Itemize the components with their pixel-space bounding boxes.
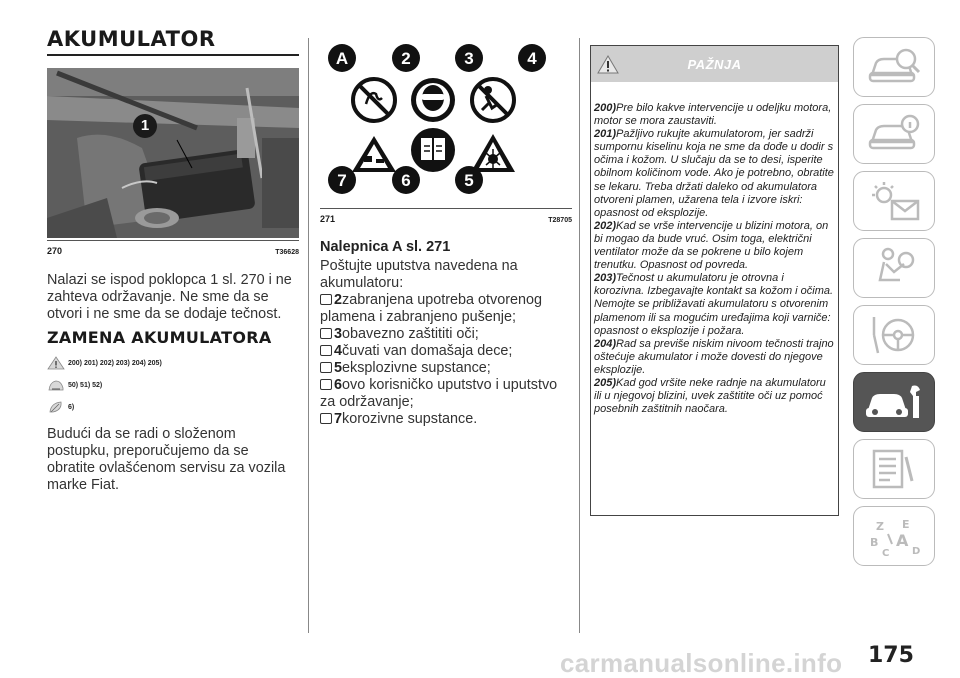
read-manual-symbol [411, 128, 455, 172]
figure-caption-271 [320, 208, 572, 224]
item-number: 5 [334, 360, 343, 376]
warning-number: 201) [594, 128, 617, 141]
badge-3-label: 3 [464, 49, 474, 68]
figure-code: T28705 [548, 217, 572, 224]
warning-item [594, 377, 835, 416]
item-text: ovo korisničko uputstvo i uputstvo za održavanje; [320, 377, 558, 410]
column-divider [308, 38, 309, 633]
item-text: obavezno zaštititi oči; [342, 326, 479, 342]
warning-text: Rad sa previše niskim nivoom tečnosti trajno oštećuje akumulator i može dovesti do njegove eksplozije. [594, 337, 834, 376]
caution-hand-icon [47, 378, 65, 392]
car-search-icon [866, 45, 922, 89]
warning-item [594, 338, 835, 377]
item-number: 6 [334, 377, 343, 393]
list-item [320, 411, 568, 428]
warning-ref-text: 200) 201) 202) 203) 204) 205) [68, 359, 162, 367]
corrosive-symbol [352, 136, 396, 172]
item-text: korozivne supstance. [342, 411, 478, 427]
figure-code: T36628 [275, 249, 299, 256]
intro-paragraph: Nalazi se ispod poklopca 1 sl. 270 i ne zahteva održavanje. Ne sme da se otvori i ne sme da se dodaje tečnost. [47, 272, 292, 322]
warning-item [594, 102, 835, 128]
badge-6-label: 6 [401, 171, 411, 190]
warning-text: Pažljivo rukujte akumulatorom, jer sadrži sumpornu kiselinu koja ne sme da dođe u dodir s očima i kožom. U slučaju da se to desi, isperite obilnom količinom vode. Ako je potrebno, obratite se lekaru. Treba držati daleko od akumulatora otvoreni plamen, užarena tela i izvore iskri: opasnost od eksplozije. [594, 128, 834, 219]
badge-7-label: 7 [337, 171, 347, 190]
warning-heading: PAŽNJA [687, 57, 742, 72]
tab-key-steering[interactable] [853, 305, 935, 365]
badge-6 [392, 166, 420, 194]
warning-text: Pre bilo kakve intervencije u odeljku motora, motor se mora zaustaviti. [594, 102, 832, 128]
badge-5 [455, 166, 483, 194]
page-number: 175 [868, 643, 914, 668]
warning-number: 203) [594, 272, 617, 285]
figure-caption-270 [47, 240, 299, 256]
car-wrench-icon [864, 380, 924, 424]
tab-index[interactable] [853, 506, 935, 566]
warning-number: 202) [594, 219, 617, 232]
list-item [320, 326, 568, 343]
item-number: 2 [334, 292, 343, 308]
warning-text: Kad god vršite neke radnje na akumulatoru ili u njegovoj blizini, uvek zaštitite oči uz pomoć posebnih zaštitnih naočara. [594, 376, 826, 416]
svg-text:E: E [902, 518, 910, 531]
key-steering-wheel-icon [866, 313, 922, 357]
instructions-intro: Poštujte uputstva navedena na akumulatoru: [320, 258, 518, 291]
column-divider [579, 38, 580, 633]
warning-item [594, 128, 835, 220]
svg-text:C: C [882, 548, 890, 558]
warning-item [594, 272, 835, 337]
badge-4 [518, 44, 546, 72]
warning-box [590, 45, 839, 516]
battery-label-symbols [320, 38, 568, 196]
car-info-icon [866, 112, 922, 156]
list-item [320, 292, 568, 326]
alphabet-index-icon [866, 514, 922, 558]
item-number: 7 [334, 411, 343, 427]
watermark: carmanualsonline.info [560, 648, 843, 678]
bullet-box-icon [320, 413, 332, 424]
warning-number: 204) [594, 337, 617, 350]
badge-7 [328, 166, 356, 194]
no-flame-symbol [353, 79, 395, 121]
warning-body [591, 82, 838, 416]
badge-5-label: 5 [464, 171, 474, 190]
list-item [320, 377, 568, 411]
bullet-box-icon [320, 328, 332, 339]
caution-ref-text: 50) 51) 52) [68, 381, 103, 389]
item-text: čuvati van domašaja dece; [342, 343, 513, 359]
lights-mail-icon [866, 179, 922, 223]
environment-ref-row [47, 400, 74, 414]
badge-2-label: 2 [401, 49, 411, 68]
item-number: 3 [334, 326, 343, 342]
caution-ref-row [47, 378, 102, 392]
svg-text:B: B [870, 536, 879, 549]
column-battery [47, 27, 299, 493]
callout-label: 1 [140, 117, 150, 134]
badge-2 [392, 44, 420, 72]
warning-ref-row [47, 356, 162, 370]
bullet-box-icon [320, 294, 332, 305]
warning-triangle-icon [47, 356, 65, 370]
figure-number: 271 [320, 214, 336, 224]
tab-lights-mail[interactable] [853, 171, 935, 231]
title-divider [47, 54, 299, 56]
bullet-box-icon [320, 379, 332, 390]
checklist-wrench-icon [866, 447, 922, 491]
svg-text:D: D [912, 546, 921, 557]
warning-header [591, 46, 838, 82]
tab-car-info[interactable] [853, 104, 935, 164]
item-text: zabranjena upotreba otvorenog plamena i zabranjeno pušenje; [320, 292, 543, 325]
tab-car-search[interactable] [853, 37, 935, 97]
eye-protection-symbol [411, 78, 455, 122]
tab-specifications[interactable] [853, 439, 935, 499]
warning-text: Tečnost u akumulatoru je otrovna i korozivna. Izbegavajte kontakt sa kožom i očima. Nemojte se približavati akumulatoru s otvorenim plamenom ili sa mogućim uređajima koji varniče: opasnost o eksplozije i požara. [594, 272, 834, 337]
badge-3 [455, 44, 483, 72]
environment-ref-text: 6) [68, 403, 75, 411]
airbag-seat-icon [866, 246, 922, 290]
warning-text: Kad se vrše intervencije u blizini motora, on bi mogao da bude vruć. Osim toga, električni ventilator može da se pokrene u bilo kojem trenutku. Opasnost od povreda. [594, 219, 829, 272]
section-subtitle: ZAMENA AKUMULATORA [47, 328, 272, 347]
tab-maintenance[interactable] [853, 372, 935, 432]
environment-leaf-icon [47, 400, 65, 414]
badge-4-label: 4 [527, 49, 537, 68]
bullet-box-icon [320, 345, 332, 356]
tab-airbag-seat[interactable] [853, 238, 935, 298]
figure-number: 270 [47, 246, 63, 256]
warning-number: 200) [594, 102, 617, 114]
item-text: eksplozivne supstance; [342, 360, 491, 376]
list-item [320, 360, 568, 377]
badge-a [328, 44, 356, 72]
engine-bay-illustration [47, 68, 299, 238]
warning-item [594, 220, 835, 272]
explosive-symbol [471, 134, 515, 172]
badge-a-label: A [335, 49, 349, 68]
svg-text:A: A [896, 531, 909, 550]
engine-bay-photo [47, 68, 299, 238]
label-instructions [320, 258, 568, 428]
section-title: Nalepnica A sl. 271 [320, 239, 451, 255]
page-title: AKUMULATOR [47, 27, 216, 51]
bullet-box-icon [320, 362, 332, 373]
svg-text:Z: Z [876, 520, 884, 533]
item-number: 4 [334, 343, 343, 359]
replacement-paragraph: Budući da se radi o složenom postupku, preporučujemo da se obratite ovlašćenom servisu za vozila marke Fiat. [47, 426, 286, 493]
keep-from-children-symbol [472, 79, 514, 121]
warning-number: 205) [594, 376, 617, 389]
list-item [320, 343, 568, 360]
